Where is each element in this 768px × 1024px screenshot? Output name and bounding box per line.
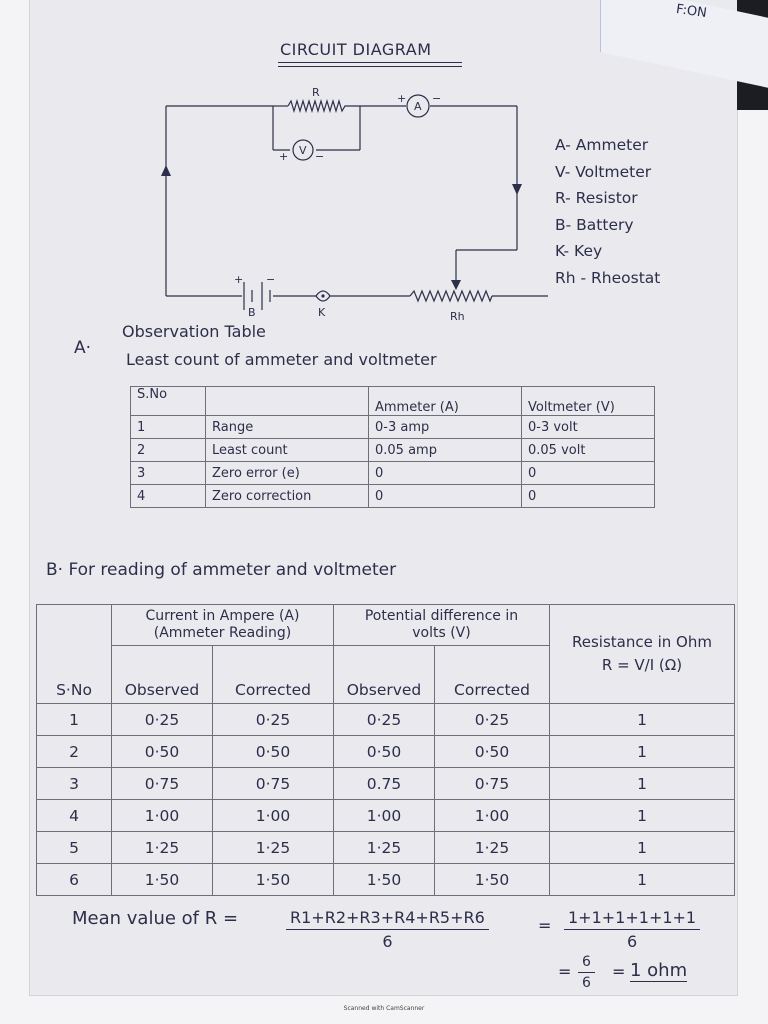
cell-current-observed: 1·25 (112, 832, 213, 864)
mean-denominator: 6 (382, 932, 393, 951)
resistor-label: R (312, 86, 320, 99)
header-corrected-current: Corrected (213, 646, 334, 704)
cell-current-corrected: 0·75 (213, 768, 334, 800)
table-row (37, 864, 735, 896)
key-label: K (318, 306, 326, 319)
table-row (37, 768, 735, 800)
mean-label: Mean value of R = (72, 908, 239, 929)
cell-sno: 1 (131, 416, 206, 439)
legend-item: Rh - Rheostat (555, 268, 661, 287)
cell-resistance: 1 (550, 704, 735, 736)
header-cell (206, 387, 369, 416)
cell-current-corrected: 1·25 (213, 832, 334, 864)
mean-equals: = (538, 916, 552, 935)
cell-resistance: 1 (550, 736, 735, 768)
header-pd-text: Potential difference in (364, 608, 519, 625)
mean-equals-2: = (558, 962, 572, 981)
legend-item: B- Battery (555, 215, 634, 234)
least-count-table (130, 386, 655, 508)
cell-ammeter: 0-3 amp (369, 416, 522, 439)
cell-voltmeter: 0 (522, 462, 655, 485)
section-a-heading: Observation Table (122, 322, 266, 341)
voltmeter-symbol: V (299, 144, 307, 157)
cell-current-observed: 0·50 (112, 736, 213, 768)
ammeter-symbol: A (414, 100, 422, 113)
cell-ammeter: 0 (369, 485, 522, 508)
mean-fraction (286, 908, 489, 951)
cell-sno: 1 (37, 704, 112, 736)
mean-numerator-3: 6 (578, 954, 595, 973)
ammeter-plus: + (397, 92, 407, 105)
voltmeter-plus: + (279, 150, 289, 163)
cell-pd-corrected: 0·75 (435, 768, 550, 800)
cell-ammeter: 0.05 amp (369, 439, 522, 462)
section-b-heading: B· For reading of ammeter and voltmeter (46, 560, 397, 580)
cell-pd-corrected: 1·50 (435, 864, 550, 896)
cell-label: Range (206, 416, 369, 439)
cell-sno: 2 (37, 736, 112, 768)
section-a-subheading: Least count of ammeter and voltmeter (126, 350, 437, 369)
cell-sno: 3 (131, 462, 206, 485)
table-row (37, 704, 735, 736)
cell-pd-corrected: 1·00 (435, 800, 550, 832)
cell-current-observed: 1·50 (112, 864, 213, 896)
mean-denominator-2: 6 (626, 932, 638, 951)
rheostat-label: Rh (450, 310, 465, 323)
mean-denominator-3: 6 (582, 975, 591, 991)
header-cell: Ammeter (A) (369, 387, 522, 416)
mean-result: 1 ohm (630, 960, 688, 981)
cell-ammeter: 0 (369, 462, 522, 485)
cell-sno: 6 (37, 864, 112, 896)
cell-pd-corrected: 0·50 (435, 736, 550, 768)
mean-numerator-2: 1+1+1+1+1+1 (564, 908, 700, 930)
mean-numerator: R1+R2+R3+R4+R5+R6 (286, 908, 489, 930)
cell-current-corrected: 1·50 (213, 864, 334, 896)
legend-item: V- Voltmeter (555, 162, 652, 181)
cell-label: Zero error (e) (206, 462, 369, 485)
cell-pd-observed: 0.75 (334, 768, 435, 800)
cell-pd-observed: 1·25 (334, 832, 435, 864)
mean-fraction-3 (578, 954, 595, 991)
cell-current-observed: 0·25 (112, 704, 213, 736)
header-sno: S·No (37, 605, 112, 704)
header-corrected-pd: Corrected (435, 646, 550, 704)
table-row (37, 832, 735, 864)
cell-current-observed: 0·75 (112, 768, 213, 800)
table-row (131, 462, 655, 485)
cell-sno: 2 (131, 439, 206, 462)
cell-resistance: 1 (550, 768, 735, 800)
scanner-footer: Scanned with CamScanner (343, 1005, 425, 1012)
table-row (131, 439, 655, 462)
mean-fraction-2 (564, 908, 700, 951)
section-a-marker: A· (74, 338, 92, 358)
voltmeter-minus: − (315, 150, 325, 163)
table-header-row (131, 387, 655, 416)
cell-sno: 3 (37, 768, 112, 800)
cell-voltmeter: 0-3 volt (522, 416, 655, 439)
cell-pd-corrected: 1·25 (435, 832, 550, 864)
header-cell: S.No (131, 387, 206, 416)
cell-pd-observed: 1·00 (334, 800, 435, 832)
cell-sno: 5 (37, 832, 112, 864)
table-row (131, 416, 655, 439)
header-observed-pd: Observed (334, 646, 435, 704)
battery-label: B (248, 306, 256, 319)
battery-plus: + (234, 273, 244, 286)
cell-current-corrected: 0·25 (213, 704, 334, 736)
ammeter-minus: − (432, 92, 442, 105)
header-current-group (112, 605, 334, 646)
cell-resistance: 1 (550, 832, 735, 864)
mean-equals-3: = (612, 962, 626, 981)
legend-item: K- Key (555, 242, 603, 260)
table-row (131, 485, 655, 508)
cell-current-corrected: 0·50 (213, 736, 334, 768)
cell-current-observed: 1·00 (112, 800, 213, 832)
table-row (37, 800, 735, 832)
cell-label: Zero correction (206, 485, 369, 508)
header-cell: Voltmeter (V) (522, 387, 655, 416)
cell-sno: 4 (37, 800, 112, 832)
legend-item: A- Ammeter (555, 136, 649, 154)
table-row (37, 736, 735, 768)
header-current-sub: (Ammeter Reading) (153, 625, 292, 642)
cell-voltmeter: 0.05 volt (522, 439, 655, 462)
page-title: CIRCUIT DIAGRAM (280, 40, 432, 59)
readings-table (36, 604, 735, 896)
cell-resistance: 1 (550, 800, 735, 832)
cell-sno: 4 (131, 485, 206, 508)
cell-voltmeter: 0 (522, 485, 655, 508)
header-resistance-text: Resistance in Ohm (572, 633, 712, 651)
cell-pd-corrected: 0·25 (435, 704, 550, 736)
header-observed-current: Observed (112, 646, 213, 704)
cell-pd-observed: 0·50 (334, 736, 435, 768)
legend (555, 132, 660, 291)
battery-minus: − (266, 273, 276, 286)
header-pd-group (334, 605, 550, 646)
legend-item: R- Resistor (555, 189, 638, 207)
cell-pd-observed: 0·25 (334, 704, 435, 736)
header-current-text: Current in Ampere (A) (145, 608, 300, 625)
corner-note: F:ON (675, 1, 708, 22)
cell-label: Least count (206, 439, 369, 462)
header-resistance (550, 605, 735, 704)
header-resistance-formula: R = V/I (Ω) (601, 656, 683, 674)
cell-pd-observed: 1·50 (334, 864, 435, 896)
header-pd-sub: volts (V) (412, 625, 471, 642)
cell-current-corrected: 1·00 (213, 800, 334, 832)
cell-resistance: 1 (550, 864, 735, 896)
table-header-row (37, 605, 735, 646)
